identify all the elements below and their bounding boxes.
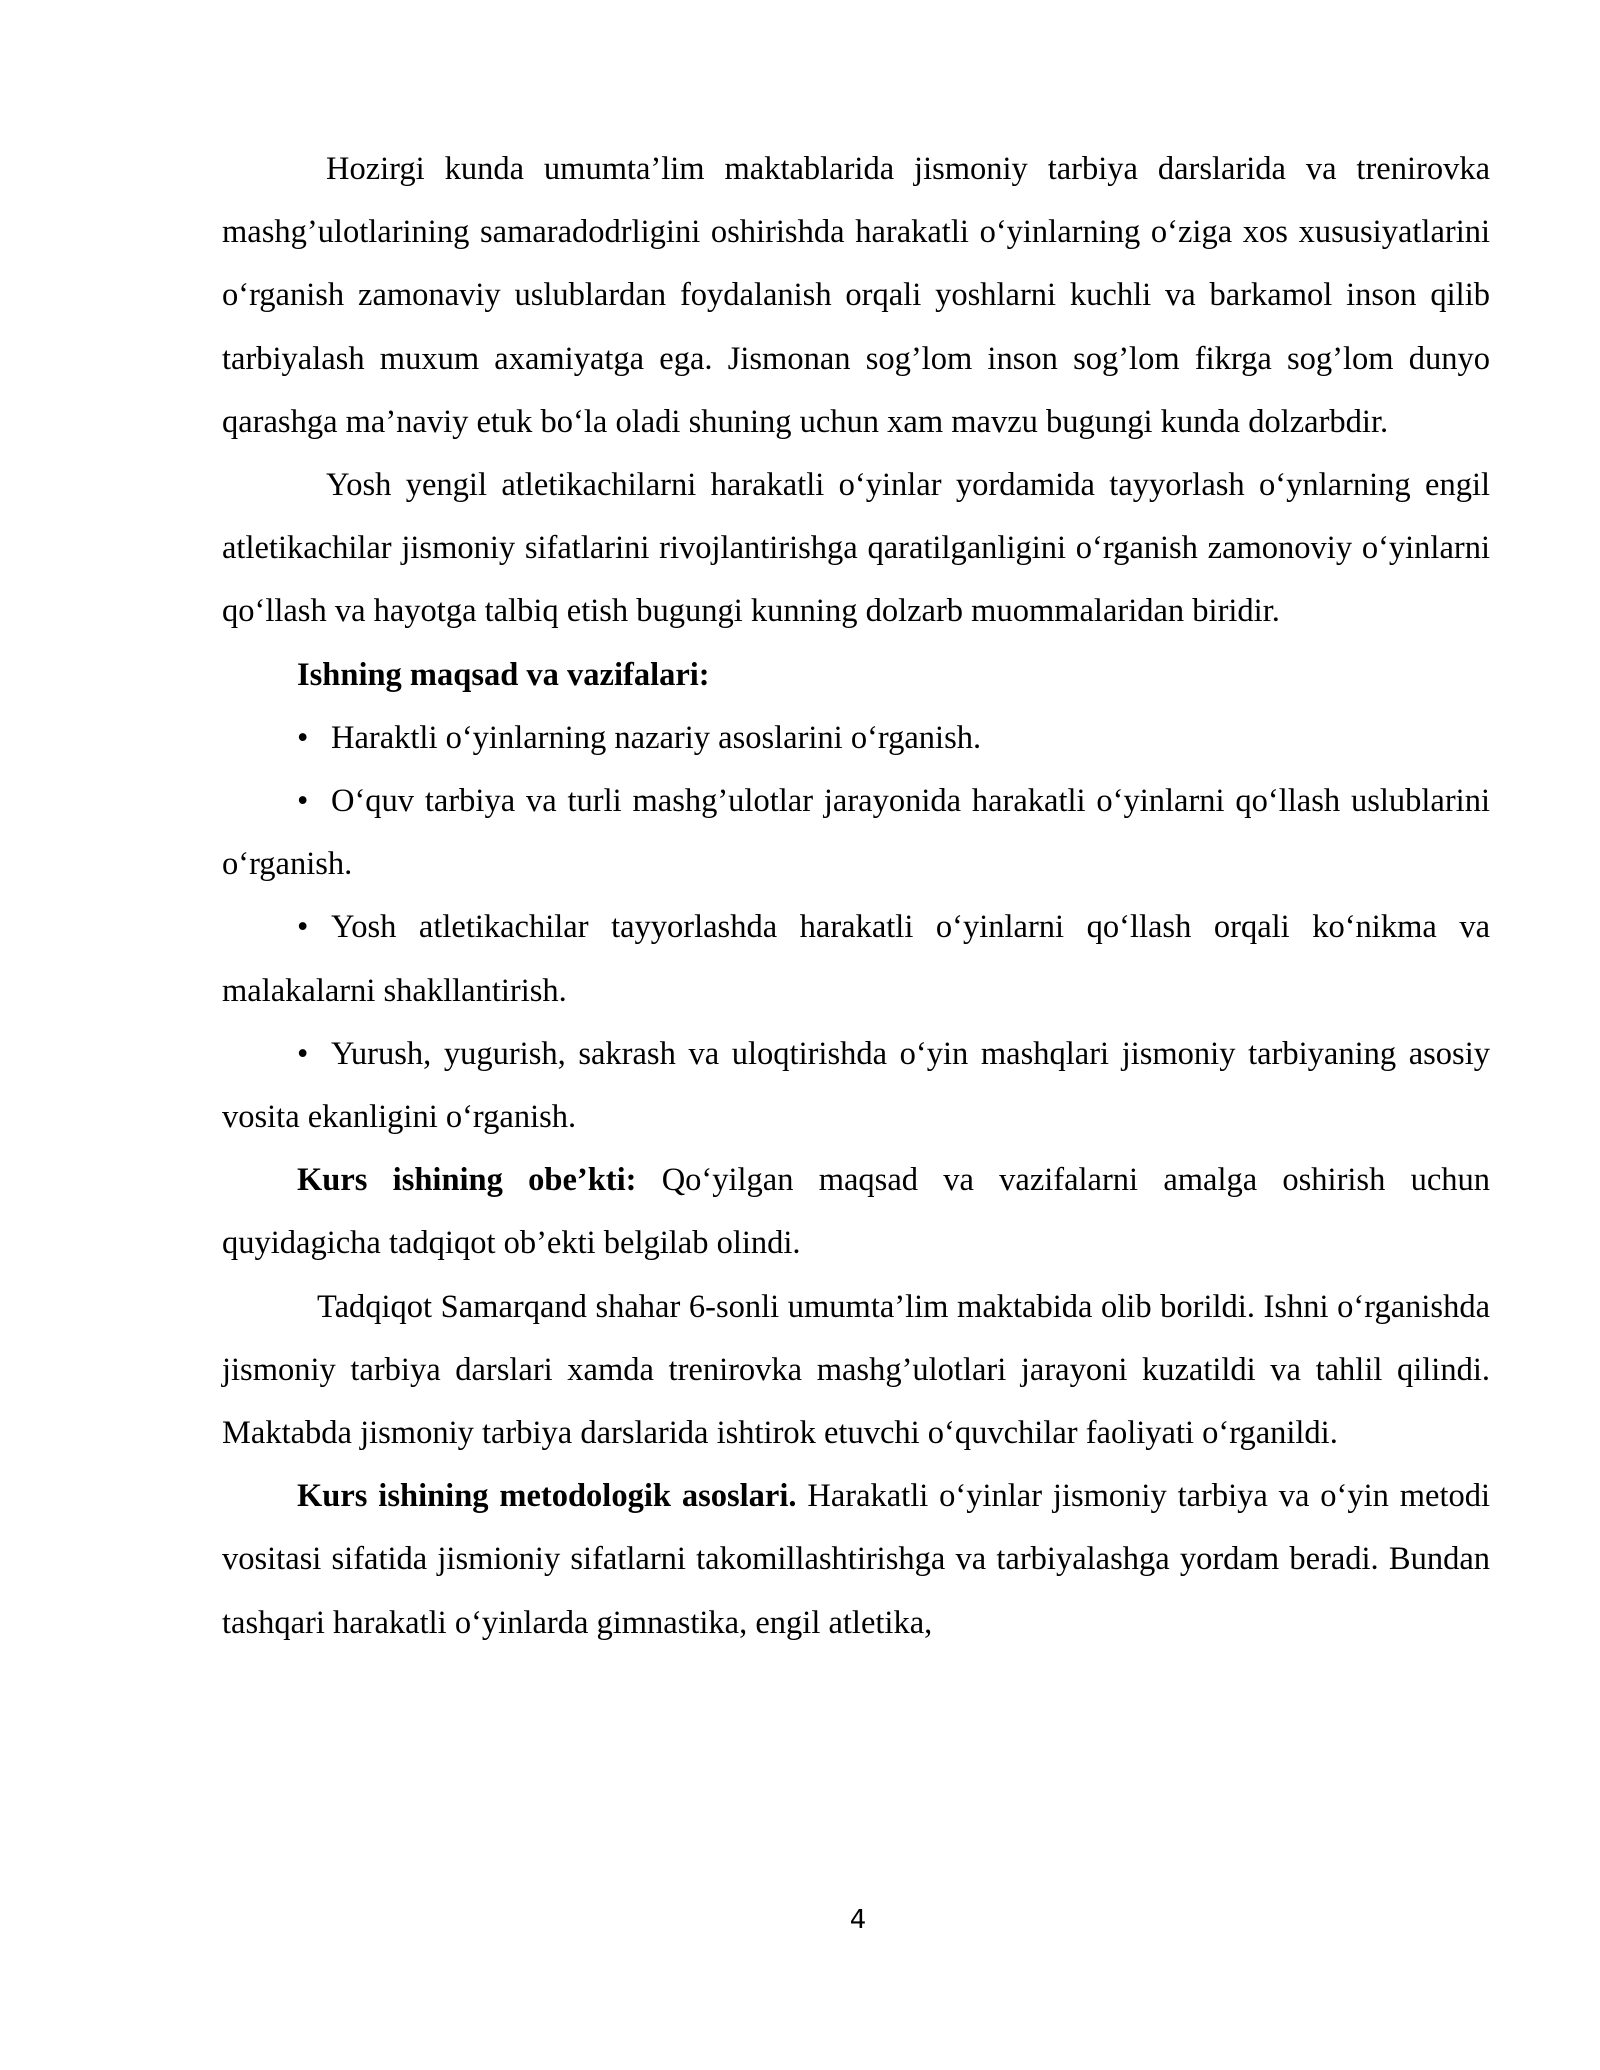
goal-item-text: Haraktli o‘yinlarning nazariy asoslarini o‘rganish. [331,719,982,756]
methodology-text: Harakatli o‘yinlar jismoniy tarbiya va o‘yin metodi vositasi sifatida jismioniy sifatlarni takomillashtirishga va tarbiyalashga yordam beradi. Bundan tashqari harakatli o‘yinlarda gimnastika, engil atletika, [222,1478,1491,1641]
object-label: Kurs ishining obe’kti: [297,1162,637,1199]
goal-item-text: Yosh atletikachilar tayyorlashda harakatli o‘yinlarni qo‘llash orqali ko‘nikma va malakalarni shakllantirish. [222,909,1490,1009]
goal-item-text: Yurush, yugurish, sakrash va uloqtirishda o‘yin mashqlari jismoniy tarbiyaning asosiy vosita ekanligini o‘rganish. [222,1035,1490,1136]
goal-item-3 [222,896,1490,1022]
goals-heading: Ishning maqsad va vazifalari: [297,656,710,693]
bullet-icon: • [297,909,309,946]
bullet-icon: • [297,719,309,756]
object-text: Qo‘yilgan maqsad va vazifalarni amalga oshirish uchun quyidagicha tadqiqot ob’ekti belgilab olindi. [222,1162,1490,1262]
goal-item-text: O‘quv tarbiya va turli mashg’ulotlar jarayonida harakatli o‘yinlarni qo‘llash uslublarini o‘rganish. [222,783,1490,883]
goal-item-4 [222,1023,1490,1149]
methodology-label: Kurs ishining metodologik asoslari. [297,1478,797,1515]
bullet-icon: • [297,1035,309,1072]
paragraph-object [222,1149,1490,1275]
goal-item-2 [222,770,1490,896]
paragraph-relevance: Hozirgi kunda umumta’lim maktablarida jismoniy tarbiya darslarida va trenirovka mashg’ulotlarining samaradodrligini oshirishda harakatli o‘yinlarning o‘ziga xos xususiyatlarini o‘rganish zamonaviy uslublardan foydalanish orqali yoshlarni kuchli va barkamol inson qilib tarbiyalash muxum axamiyatga ega. Jismonan sog’lom inson sog’lom fikrga sog’lom dunyo qarashga ma’naviy etuk bo‘la oladi shuning uchun xam mavzu bugungi kunda dolzarbdir. [222,151,1490,440]
paragraph-methodology [222,1465,1490,1655]
paragraph-preparation: Yosh yengil atletikachilarni harakatli o‘yinlar yordamida tayyorlash o‘ynlarning engil atletikachilar jismoniy sifatlarini rivojlantirishga qaratilganligini o‘rganish zamonoviy o‘yinlarni qo‘llash va hayotga talbiq etish bugungi kunning dolzarb muommalaridan biridir. [222,467,1490,630]
bullet-icon: • [297,783,309,820]
page-number: 4 [849,1905,867,1935]
paragraph-research: Tadqiqot Samarqand shahar 6-sonli umumta’lim maktabida olib borildi. Ishni o‘rganishda jismoniy tarbiya darslari xamda trenirovka mashg’ulotlari jarayoni kuzatildi va tahlil qilindi. Maktabda jismoniy tarbiya darslarida ishtirok etuvchi o‘quvchilar faoliyati o‘rganildi. [222,1288,1490,1452]
goal-item-1 [222,707,1490,770]
document-page [222,138,1490,1655]
